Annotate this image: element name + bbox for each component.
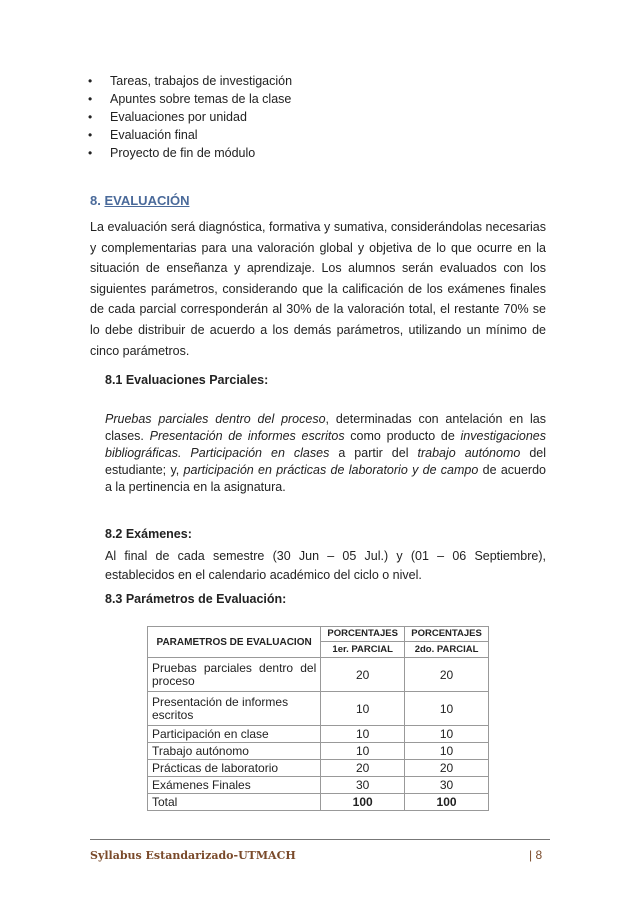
list-item xyxy=(88,72,292,90)
italic-text: participación en prácticas de laboratorio y de campo xyxy=(183,463,479,477)
header-pct2-sub: 2do. PARCIAL xyxy=(414,644,479,655)
footer-divider xyxy=(90,839,550,840)
footer-title: Syllabus Estandarizado-UTMACH xyxy=(90,849,296,862)
subsection-8-1-title: 8.1 Evaluaciones Parciales: xyxy=(105,373,269,387)
table-cell-pct2: 20 xyxy=(405,760,489,777)
text: de acuerdo a la pertinencia en la asignatura. xyxy=(105,463,546,494)
evaluation-table xyxy=(147,626,489,811)
table-total-row xyxy=(148,794,489,811)
list-item-text: Evaluación final xyxy=(110,128,198,142)
bullet-list xyxy=(88,72,292,162)
bullet-icon: • xyxy=(88,74,93,88)
list-item-text: Apuntes sobre temas de la clase xyxy=(110,92,292,106)
italic-text: investigaciones bibliográficas. Participación en clases xyxy=(105,429,546,460)
table-cell-pct1: 30 xyxy=(321,777,405,794)
table-row xyxy=(148,726,489,743)
subsection-8-1-paragraph xyxy=(105,411,546,496)
table-cell-pct2: 100 xyxy=(405,794,489,811)
table-cell-pct1: 20 xyxy=(321,658,405,692)
text: del estudiante; y, xyxy=(105,446,546,477)
table-row xyxy=(148,658,489,692)
subsection-8-2-title: 8.2 Exámenes: xyxy=(105,527,192,541)
table-cell-pct1: 100 xyxy=(321,794,405,811)
header-pct1-sub: 1er. PARCIAL xyxy=(332,644,393,655)
table-cell-pct1: 10 xyxy=(321,726,405,743)
table-cell-param: Prácticas de laboratorio xyxy=(148,760,321,777)
table-cell-pct2: 30 xyxy=(405,777,489,794)
section-title: EVALUACIÓN xyxy=(104,193,190,208)
table-cell-pct2: 10 xyxy=(405,726,489,743)
text: a partir del xyxy=(329,446,418,460)
page-number: | 8 xyxy=(529,848,543,862)
text: como producto de xyxy=(344,429,461,443)
list-item xyxy=(88,90,292,108)
list-item xyxy=(88,144,292,162)
list-item-text: Evaluaciones por unidad xyxy=(110,110,247,124)
header-pct2 xyxy=(405,627,489,658)
subsection-8-3-title: 8.3 Parámetros de Evaluación: xyxy=(105,592,287,606)
section-number: 8. xyxy=(90,193,101,208)
table-cell-pct2: 20 xyxy=(405,658,489,692)
table-cell-pct2: 10 xyxy=(405,692,489,726)
table-cell-pct1: 20 xyxy=(321,760,405,777)
section-8-paragraph: La evaluación será diagnóstica, formativa y sumativa, considerándolas necesarias y complementarias para una valoración global y objetiva de lo que ocurre en la situación de enseñanza y aprendizaje. Los alumnos serán evaluados con los siguientes parámetros, considerando que la calificación de los exámenes finales de cada parcial corresponderán al 30% de la valoración total, el restante 70% se lo debe distribuir de acuerdo a los demás parámetros, utilizando un mínimo de cinco parámetros. xyxy=(90,220,546,358)
list-item xyxy=(88,126,292,144)
table-cell-param: Exámenes Finales xyxy=(148,777,321,794)
list-item-text: Tareas, trabajos de investigación xyxy=(110,74,293,88)
table-cell-param: Trabajo autónomo xyxy=(148,743,321,760)
bullet-icon: • xyxy=(88,110,93,124)
section-8-heading xyxy=(90,193,189,208)
table-cell-param: Participación en clase xyxy=(148,726,321,743)
table-cell-pct2: 10 xyxy=(405,743,489,760)
table-cell-param: Total xyxy=(148,794,321,811)
header-param: PARAMETROS DE EVALUACION xyxy=(148,627,321,658)
table-row xyxy=(148,743,489,760)
header-pct1-title: PORCENTAJES xyxy=(321,627,404,642)
text: , determinadas con antelación en las clases. xyxy=(105,412,546,443)
table-row xyxy=(148,760,489,777)
table-cell-pct1: 10 xyxy=(321,743,405,760)
header-pct2-title: PORCENTAJES xyxy=(405,627,488,642)
table-row xyxy=(148,777,489,794)
bullet-icon: • xyxy=(88,146,93,160)
list-item-text: Proyecto de fin de módulo xyxy=(110,146,256,160)
table-cell-pct1: 10 xyxy=(321,692,405,726)
list-item xyxy=(88,108,292,126)
header-pct1 xyxy=(321,627,405,658)
italic-text: Pruebas parciales dentro del proceso xyxy=(105,412,326,426)
subsection-8-2-text: Al final de cada semestre (30 Jun – 05 Jul.) y (01 – 06 Septiembre), establecidos en el calendario académico del ciclo o nivel. xyxy=(105,549,546,582)
table-header-row xyxy=(148,627,489,658)
table-row xyxy=(148,692,489,726)
table-cell-param: Pruebas parciales dentro del proceso xyxy=(148,658,321,692)
bullet-icon: • xyxy=(88,92,93,106)
bullet-icon: • xyxy=(88,128,93,142)
italic-text: Presentación de informes escritos xyxy=(149,429,345,443)
table-cell-param: Presentación de informes escritos xyxy=(148,692,321,726)
italic-text: trabajo autónomo xyxy=(417,446,521,460)
